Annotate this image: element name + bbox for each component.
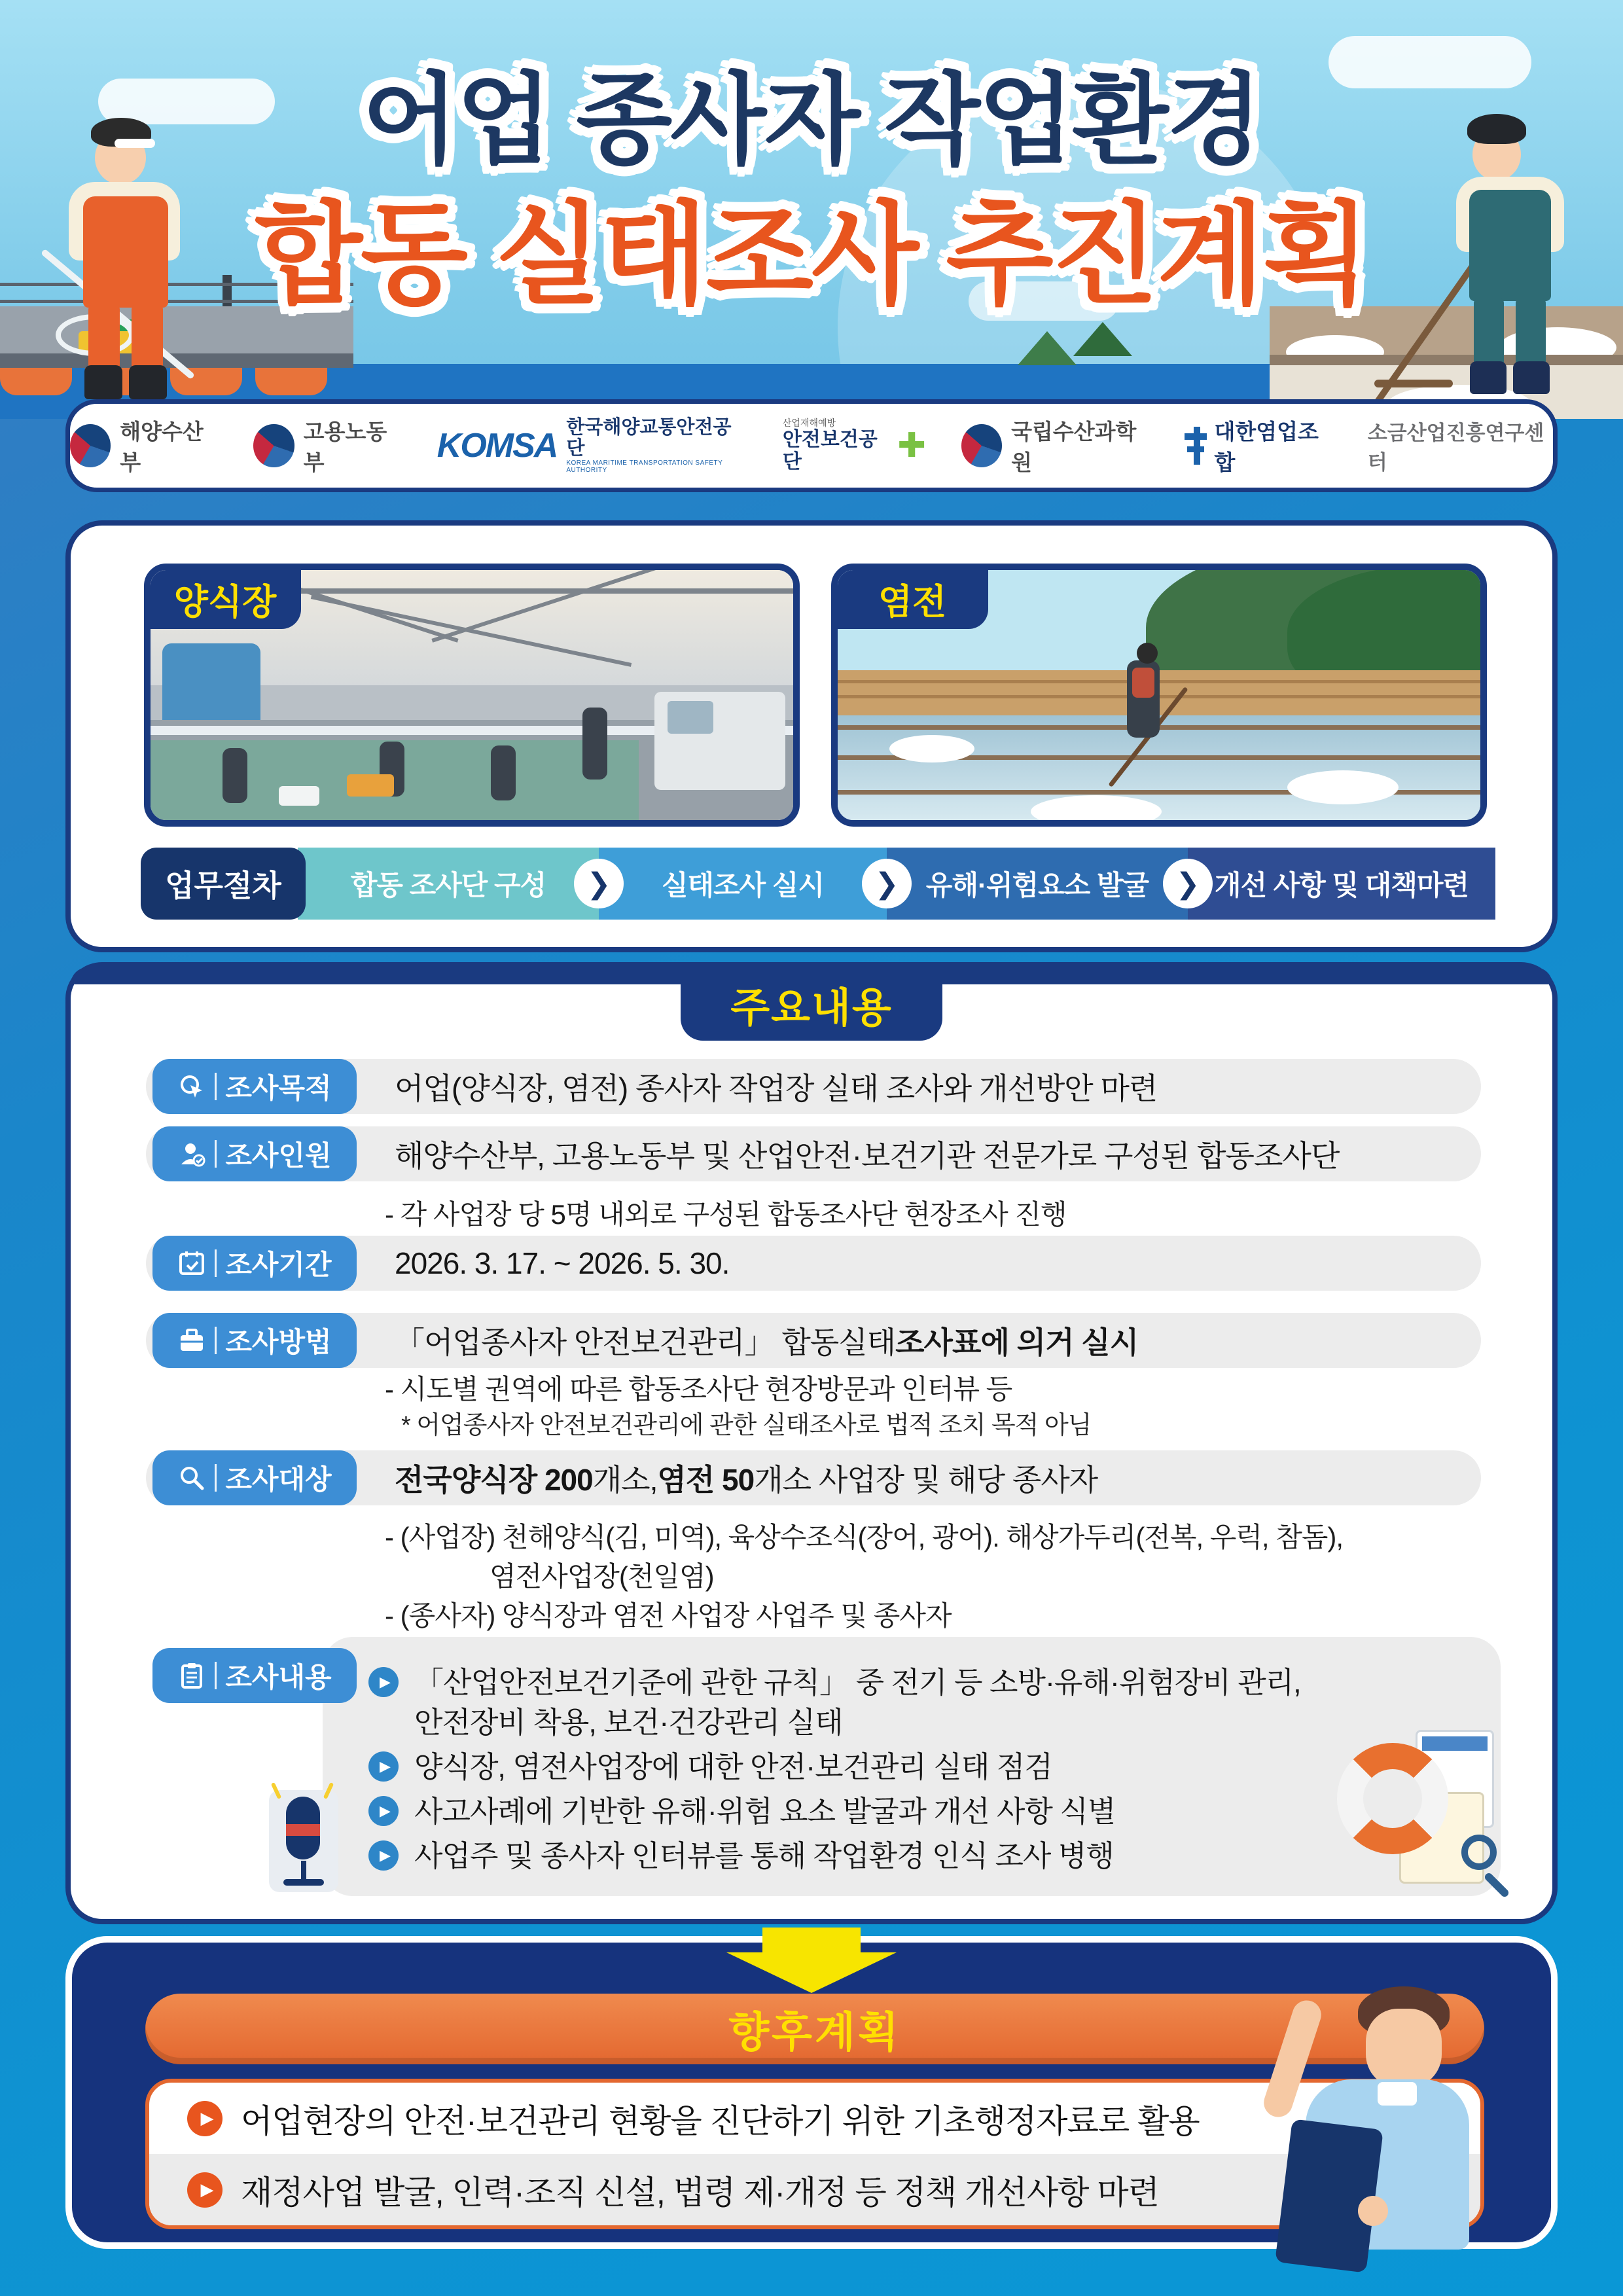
chevron-right-icon: ❯ [1163, 859, 1213, 908]
tag-label: 조사방법 [225, 1327, 332, 1357]
logo-moel [253, 415, 401, 476]
microphone-illustration [264, 1782, 342, 1897]
survey-content-box [323, 1637, 1501, 1896]
logo-label: 고용노동부 [303, 420, 387, 475]
target-bold-1: 양식장 200 [451, 1463, 593, 1497]
down-arrow-icon [762, 1928, 861, 1952]
survey-target-tag [152, 1450, 357, 1505]
method-text-bold: 조사표에 의거 실시 [895, 1325, 1139, 1359]
man-hand [1358, 2196, 1388, 2226]
survey-purpose-tag [152, 1059, 357, 1114]
survey-period-tag [152, 1236, 357, 1291]
logo-nifs [961, 415, 1149, 476]
salt-field-photo [831, 564, 1487, 827]
click-target-icon [177, 1072, 206, 1101]
island-icon [1018, 331, 1077, 365]
chevron-right-icon: ❯ [862, 859, 912, 908]
clipboard-icon [1275, 2119, 1383, 2272]
logo-label: 해양수산부 [120, 420, 204, 475]
bullet1-line1: 「산업안전보건기준에 관한 규칙」 중 전기 등 소방·유해·위험장비 관리, [414, 1666, 1301, 1699]
bullet3-text: 사고사례에 기반한 유해·위험 요소 발굴과 개선 사항 식별 [414, 1795, 1116, 1829]
target-subnote-2: 염전사업장(천일염) [490, 1561, 714, 1592]
people-text: 해양수산부, 고용노동부 및 산업안전·보건기관 전문가로 구성된 합동조사단 [395, 1139, 1340, 1173]
worker-boot [129, 365, 167, 399]
method-subnote-2: * 어업종사자 안전보건관리에 관한 실태조사로 법적 조치 목적 아님 [401, 1412, 1092, 1439]
survey-content-tag [152, 1648, 357, 1703]
poster-title-line2: 합동 실태조사 추진계획 [255, 193, 1368, 317]
process-label: 업무절차 [141, 848, 306, 920]
taegeuk-icon [70, 424, 111, 467]
lifebuoy-documents-illustration [1337, 1730, 1514, 1890]
content-bullet-2 [368, 1748, 1461, 1787]
logo-label: 한국해양교통안전공단 [566, 417, 732, 459]
header-illustration [0, 0, 1623, 419]
logo-komsa [437, 418, 747, 474]
target-pre: 전국 [395, 1463, 452, 1497]
play-bullet-icon: ▶ [187, 2101, 223, 2136]
organization-logo-bar [65, 399, 1558, 492]
magnifier-icon [1461, 1835, 1497, 1870]
taegeuk-icon [961, 424, 1002, 467]
tag-label: 조사대상 [225, 1464, 332, 1495]
logo-label: 국립수산과학원 [1011, 420, 1137, 475]
person-check-icon [177, 1139, 206, 1168]
period-text: 2026. 3. 17. ~ 2026. 5. 30. [395, 1246, 730, 1280]
logo-salt-union [1185, 415, 1332, 476]
purpose-text: 어업(양식장, 염전) 종사자 작업장 실태 조사와 개선방안 마련 [395, 1071, 1158, 1105]
survey-people-tag [152, 1126, 357, 1181]
future-item-1-text: 어업현장의 안전·보건관리 현황을 진단하기 위한 기초행정자료로 활용 [241, 2102, 1200, 2140]
future-item-2-text: 재정사업 발굴, 인력·조직 신설, 법령 제·개정 등 정책 개선사항 마련 [241, 2174, 1159, 2211]
salt-union-icon [1185, 427, 1205, 465]
logo-sublabel: 산업재해예방 [782, 418, 836, 429]
content-bullet-3 [368, 1792, 1461, 1832]
magnifier-icon [177, 1463, 206, 1492]
play-bullet-icon: ▶ [368, 1796, 399, 1826]
main-section-badge: 주요내용 [681, 967, 942, 1041]
aquaculture-photo [144, 564, 800, 827]
tag-label: 조사기간 [225, 1249, 332, 1280]
bullet4-text: 사업주 및 종사자 인터뷰를 통해 작업환경 인식 조사 병행 [414, 1839, 1114, 1873]
logo-salt-research [1368, 416, 1553, 475]
worker-boot [84, 365, 122, 399]
tag-label: 조사인원 [225, 1140, 332, 1171]
man-collar [1378, 2082, 1417, 2106]
play-bullet-icon: ▶ [368, 1840, 399, 1871]
logo-sublabel: KOREA MARITIME TRANSPORTATION SAFETY AUTHORITY [566, 459, 723, 474]
chevron-right-icon: ❯ [574, 859, 624, 908]
island-icon [1073, 322, 1132, 356]
logo-mof [70, 415, 218, 476]
down-arrow-icon [726, 1952, 897, 1993]
poster-title-line1: 어업 종사자 작업환경 [362, 65, 1261, 176]
logo-label: 대한염업조합 [1214, 420, 1319, 475]
process-step-4: 개선 사항 및 대책마련 [1188, 848, 1495, 920]
rake-head [1374, 380, 1453, 387]
future-plan-title-bar: 향후계획 [145, 1994, 1484, 2064]
worker-boot [1513, 361, 1550, 394]
worker-boot [1470, 361, 1507, 394]
process-step-2: 실태조사 실시 [599, 848, 887, 920]
inspector-illustration [1260, 1986, 1495, 2248]
taegeuk-icon [253, 424, 294, 467]
photo-label-aquafarm: 양식장 [149, 569, 301, 629]
tag-label: 조사내용 [225, 1662, 332, 1693]
play-bullet-icon: ▶ [368, 1751, 399, 1782]
process-flow-bar [141, 848, 1495, 920]
man-face [1366, 2009, 1442, 2087]
bullet1-line2: 안전장비 착용, 보건·건강관리 실태 [414, 1705, 843, 1739]
bullet2-text: 양식장, 염전사업장에 대한 안전·보건관리 실태 점검 [414, 1749, 1052, 1784]
play-bullet-icon: ▶ [368, 1667, 399, 1697]
logo-kosha [783, 418, 926, 473]
target-subnote-3: - (종사자) 양식장과 염전 사업장 사업주 및 종사자 [385, 1600, 952, 1631]
photo-label-saltfield: 염전 [836, 569, 988, 629]
target-subnote-1: - (사업장) 천해양식(김, 미역), 육상수조식(장어, 광어). 해상가두리(전복, 우럭, 참돔), [385, 1522, 1344, 1552]
content-bullet-1 [368, 1663, 1461, 1743]
process-step-1: 합동 조사단 구성 [298, 848, 599, 920]
komsa-wordmark: KOMSA [437, 427, 558, 465]
tag-label: 조사목적 [225, 1073, 332, 1103]
briefcase-icon [177, 1326, 206, 1355]
method-subnote-1: - 시도별 권역에 따른 합동조사단 현장방문과 인터뷰 등 [385, 1374, 1012, 1405]
content-bullet-4 [368, 1837, 1461, 1876]
process-step-3: 유해·위험요소 발굴 [887, 848, 1188, 920]
pontoon-float [255, 368, 327, 395]
play-bullet-icon: ▶ [187, 2172, 223, 2208]
kosha-plus-icon: ✚ [897, 426, 926, 465]
calendar-check-icon [177, 1249, 206, 1278]
target-mid: 개소, [592, 1463, 658, 1497]
main-content-panel [65, 962, 1558, 1924]
people-subnote: - 각 사업장 당 5명 내외로 구성된 합동조사단 현장조사 진행 [385, 1199, 1067, 1230]
target-bold-2: 염전 50 [657, 1463, 755, 1497]
logo-label: 안전보건공단 [782, 428, 878, 473]
clipboard-icon [177, 1661, 206, 1690]
method-text-prefix: 「어업종사자 안전보건관리」 합동실태 [395, 1325, 896, 1359]
survey-method-tag [152, 1313, 357, 1368]
logo-label: 소금산업진흥연구센터 [1367, 422, 1544, 474]
target-post: 개소 사업장 및 해당 종사자 [754, 1463, 1098, 1497]
